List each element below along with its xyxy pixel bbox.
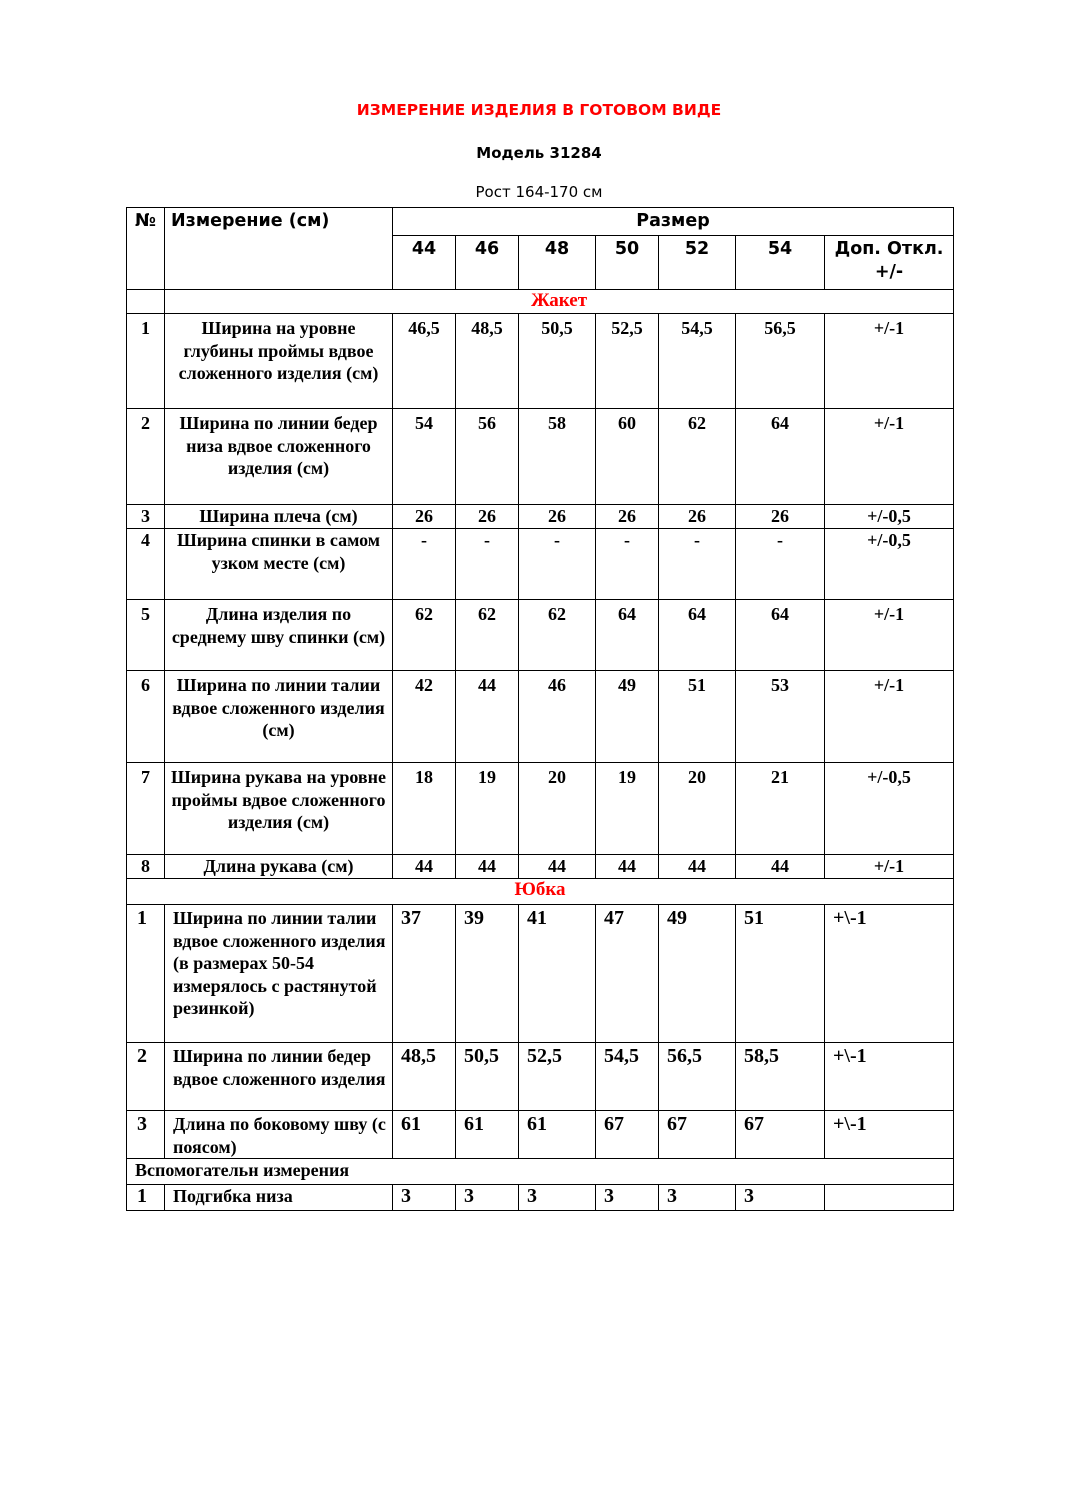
skirt-section-title: Юбка [127,879,954,905]
row-number: 4 [127,529,165,600]
tolerance-cell: +/-1 [825,600,954,671]
tolerance-cell: +/-1 [825,671,954,763]
value-cell: 64 [736,409,825,505]
measurement-name: Ширина плеча (см) [165,505,393,529]
value-cell: 50,5 [456,1043,519,1111]
measurement-name: Ширина по линии бедер низа вдвое сложенного изделия (см) [165,409,393,505]
value-cell: 44 [393,855,456,879]
value-cell: 52,5 [519,1043,596,1111]
value-cell: 44 [659,855,736,879]
value-cell: 39 [456,905,519,1043]
value-cell: 37 [393,905,456,1043]
tolerance-cell: +/-0,5 [825,763,954,855]
value-cell: 3 [736,1185,825,1211]
value-cell: 44 [596,855,659,879]
value-cell: 48,5 [393,1043,456,1111]
model-number: Модель 31284 [476,144,602,162]
value-cell: 61 [456,1111,519,1159]
value-cell: 26 [456,505,519,529]
tolerance-cell: +\-1 [825,1111,954,1159]
aux-section-title: Вспомогательн измерения [127,1159,954,1185]
value-cell: 58,5 [736,1043,825,1111]
value-cell: 41 [519,905,596,1043]
size-cell: 46 [456,236,519,290]
value-cell: 48,5 [456,314,519,409]
header-row [127,208,954,236]
table-row [127,600,954,671]
value-cell: 54 [393,409,456,505]
row-number: 3 [127,1111,165,1159]
row-number: 1 [127,314,165,409]
value-cell: 46,5 [393,314,456,409]
value-cell: 67 [659,1111,736,1159]
value-cell: 44 [519,855,596,879]
value-cell: 51 [659,671,736,763]
size-cell: 50 [596,236,659,290]
measurement-name: Длина по боковому шву (с поясом) [165,1111,393,1159]
empty-cell [127,290,165,314]
measurement-name: Ширина рукава на уровне проймы вдвое сложенного изделия (см) [165,763,393,855]
value-cell: 58 [519,409,596,505]
value-cell: 64 [596,600,659,671]
value-cell: 46 [519,671,596,763]
tolerance-cell: +/-1 [825,314,954,409]
table-row [127,671,954,763]
measurement-name: Ширина по линии талии вдвое сложенного изделия (см) [165,671,393,763]
row-number: 1 [127,1185,165,1211]
tolerance-cell: +/-0,5 [825,529,954,600]
value-cell: 44 [456,855,519,879]
table-row [127,1111,954,1159]
value-cell: 51 [736,905,825,1043]
value-cell: 61 [519,1111,596,1159]
measurement-header: Измерение (см) [165,208,393,290]
aux-section-row [127,1159,954,1185]
value-cell: 44 [456,671,519,763]
value-cell: 50,5 [519,314,596,409]
value-cell: 53 [736,671,825,763]
value-cell: 49 [659,905,736,1043]
height-range: Рост 164-170 см [475,183,603,201]
value-cell: 56,5 [659,1043,736,1111]
value-cell: - [393,529,456,600]
value-cell: 54,5 [596,1043,659,1111]
measurement-table [126,207,954,1211]
measurement-name: Ширина по линии бедер вдвое сложенного изделия [165,1043,393,1111]
value-cell: 56,5 [736,314,825,409]
table-row [127,855,954,879]
value-cell: 62 [659,409,736,505]
value-cell: 26 [736,505,825,529]
value-cell: 26 [659,505,736,529]
size-cell: 52 [659,236,736,290]
value-cell: 19 [456,763,519,855]
tolerance-cell: +/-1 [825,409,954,505]
value-cell: 49 [596,671,659,763]
value-cell: 44 [736,855,825,879]
tolerance-cell: +/-0,5 [825,505,954,529]
size-cell: 54 [736,236,825,290]
row-number: 2 [127,409,165,505]
row-number: 1 [127,905,165,1043]
measurement-name: Длина рукава (см) [165,855,393,879]
value-cell: 21 [736,763,825,855]
table-row [127,505,954,529]
value-cell: - [596,529,659,600]
value-cell: 3 [456,1185,519,1211]
table-row [127,1043,954,1111]
value-cell: 62 [519,600,596,671]
tolerance-cell [825,1185,954,1211]
size-cell: 44 [393,236,456,290]
size-header: Размер [393,208,954,236]
row-number: 7 [127,763,165,855]
value-cell: 61 [393,1111,456,1159]
table-row [127,905,954,1043]
document-title: ИЗМЕРЕНИЕ ИЗДЕЛИЯ В ГОТОВОМ ВИДЕ [356,101,722,119]
measurement-name: Ширина на уровне глубины проймы вдвое сложенного изделия (см) [165,314,393,409]
table-row [127,1185,954,1211]
value-cell: 20 [519,763,596,855]
value-cell: 62 [456,600,519,671]
jacket-section-title: Жакет [165,290,954,314]
value-cell: 26 [519,505,596,529]
value-cell: 42 [393,671,456,763]
value-cell: 67 [736,1111,825,1159]
value-cell: 47 [596,905,659,1043]
value-cell: 20 [659,763,736,855]
value-cell: 54,5 [659,314,736,409]
value-cell: 62 [393,600,456,671]
measurement-name: Длина изделия по среднему шву спинки (см) [165,600,393,671]
value-cell: 26 [393,505,456,529]
value-cell: 60 [596,409,659,505]
num-header: № [127,208,165,290]
measurement-name: Ширина спинки в самом узком месте (см) [165,529,393,600]
table-row [127,763,954,855]
value-cell: 18 [393,763,456,855]
value-cell: 56 [456,409,519,505]
size-cell: 48 [519,236,596,290]
value-cell: 67 [596,1111,659,1159]
tolerance-cell: +\-1 [825,905,954,1043]
row-number: 5 [127,600,165,671]
value-cell: 3 [596,1185,659,1211]
table-row [127,409,954,505]
tolerance-cell: +\-1 [825,1043,954,1111]
value-cell: - [519,529,596,600]
row-number: 8 [127,855,165,879]
measurement-name: Подгибка низа [165,1185,393,1211]
jacket-section-row [127,290,954,314]
value-cell: 64 [736,600,825,671]
row-number: 2 [127,1043,165,1111]
value-cell: - [456,529,519,600]
value-cell: 3 [393,1185,456,1211]
row-number: 6 [127,671,165,763]
tolerance-cell: +/-1 [825,855,954,879]
row-number: 3 [127,505,165,529]
value-cell: 3 [519,1185,596,1211]
value-cell: - [659,529,736,600]
value-cell: 26 [596,505,659,529]
table-row [127,529,954,600]
measurement-name: Ширина по линии талии вдвое сложенного изделия (в размерах 50-54 измерялось с растянутой резинкой) [165,905,393,1043]
skirt-section-row [127,879,954,905]
tolerance-header: Доп. Откл. +/- [825,236,954,290]
value-cell: 3 [659,1185,736,1211]
value-cell: - [736,529,825,600]
value-cell: 64 [659,600,736,671]
value-cell: 19 [596,763,659,855]
value-cell: 52,5 [596,314,659,409]
table-row [127,314,954,409]
